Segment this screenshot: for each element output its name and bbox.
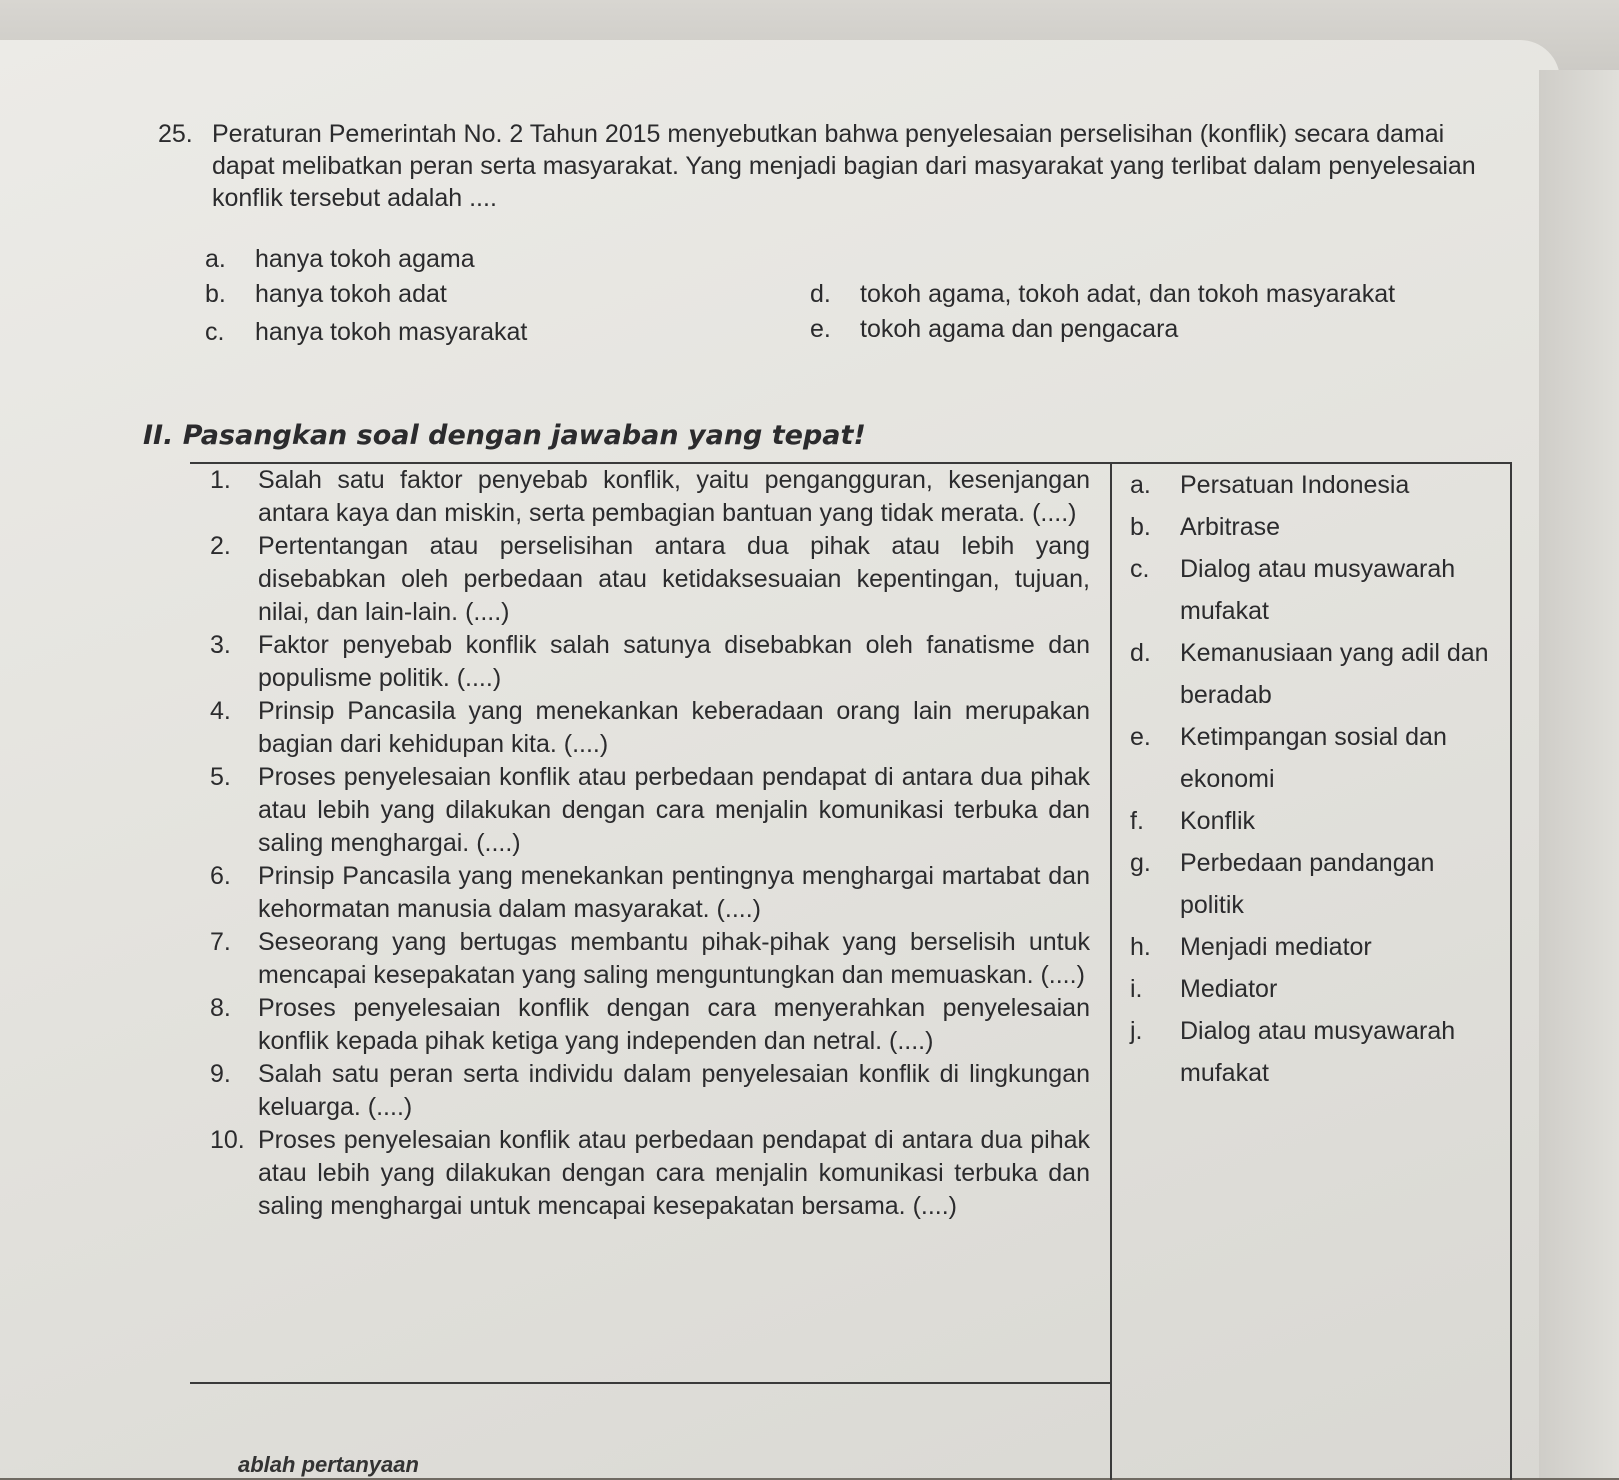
answer-item: [1130, 548, 1500, 632]
option-e: [810, 315, 1178, 344]
answer-item: [1130, 800, 1500, 842]
item-number: 4.: [210, 697, 231, 725]
option-a: [205, 245, 475, 274]
answer-item: [1130, 842, 1500, 926]
answer-item: [1130, 968, 1500, 1010]
item-text: Prinsip Pancasila yang menekankan keberadaan orang lain merupakan bagian dari kehidupan kita. (....): [258, 697, 1090, 758]
column-divider: [1110, 464, 1112, 1480]
item-number: 8.: [210, 994, 231, 1022]
answer-letter: e.: [1130, 723, 1151, 751]
item-text: Proses penyelesaian konflik dengan cara menyerahkan penyelesaian konflik kepada pihak ketiga yang independen dan netral. (....): [258, 994, 1090, 1055]
list-item: [210, 695, 1090, 761]
item-number: 3.: [210, 631, 231, 659]
answer-item: [1130, 506, 1500, 548]
answer-letter: h.: [1130, 933, 1151, 961]
answer-item: [1130, 1010, 1500, 1094]
answer-item: [1130, 464, 1500, 506]
option-letter: a.: [205, 245, 226, 273]
answer-text: Persatuan Indonesia: [1180, 471, 1410, 499]
item-text: Salah satu faktor penyebab konflik, yaitu pengangguran, kesenjangan antara kaya dan miskin, serta pembagian bantuan yang tidak merata. (....): [258, 466, 1090, 527]
answer-letter: g.: [1130, 849, 1151, 877]
item-number: 1.: [210, 466, 231, 494]
answer-text: Perbedaan pandangan politik: [1180, 849, 1435, 919]
list-item: [210, 1124, 1090, 1223]
answer-text: Dialog atau musyawarah mufakat: [1180, 555, 1456, 625]
option-letter: e.: [810, 315, 831, 343]
answer-item: [1130, 632, 1500, 716]
option-text: hanya tokoh adat: [255, 280, 447, 308]
answer-text: Ketimpangan sosial dan ekonomi: [1180, 723, 1447, 793]
item-text: Seseorang yang bertugas membantu pihak-pihak yang berselisih untuk mencapai kesepakatan yang saling menguntungkan dan memuaskan. (....): [258, 928, 1090, 989]
item-number: 2.: [210, 532, 231, 560]
answer-letter: d.: [1130, 639, 1151, 667]
item-number: 7.: [210, 928, 231, 956]
answer-letter: a.: [1130, 471, 1151, 499]
list-item: [210, 860, 1090, 926]
option-b: [205, 280, 447, 309]
option-letter: b.: [205, 280, 226, 308]
list-item: [210, 1058, 1090, 1124]
question-25-text: Peraturan Pemerintah No. 2 Tahun 2015 menyebutkan bahwa penyelesaian perselisihan (konflik) secara damai dapat melibatkan peran serta masyarakat. Yang menjadi bagian dari masyarakat yang terlibat dalam penyelesaian konflik tersebut adalah ....: [212, 120, 1476, 212]
answer-text: Konflik: [1180, 807, 1256, 835]
answer-list: [1130, 464, 1500, 1094]
question-25-number: 25.: [158, 120, 193, 148]
item-text: Salah satu peran serta individu dalam penyelesaian konflik di lingkungan keluarga. (....): [258, 1060, 1090, 1121]
option-text: tokoh agama dan pengacara: [860, 315, 1179, 343]
item-text: Prinsip Pancasila yang menekankan pentingnya menghargai martabat dan kehormatan manusia dalam masyarakat. (....): [258, 862, 1090, 923]
option-d: [810, 280, 1395, 309]
list-item: [210, 926, 1090, 992]
list-item: [210, 761, 1090, 860]
answer-letter: c.: [1130, 555, 1150, 583]
answer-letter: f.: [1130, 807, 1144, 835]
item-text: Pertentangan atau perselisihan antara dua pihak atau lebih yang disebabkan oleh perbedaan atau ketidaksesuaian kepentingan, tujuan, nilai, dan lain-lain. (....): [258, 532, 1090, 626]
table-bottom-line: [190, 1382, 1110, 1384]
matching-table: [190, 462, 1512, 1480]
item-number: 9.: [210, 1060, 231, 1088]
item-number: 6.: [210, 862, 231, 890]
answer-text: Mediator: [1180, 975, 1278, 1003]
answer-letter: j.: [1130, 1017, 1143, 1045]
answer-text: Dialog atau musyawarah mufakat: [1180, 1017, 1456, 1087]
answer-letter: i.: [1130, 975, 1143, 1003]
question-list: [210, 464, 1090, 1223]
answer-item: [1130, 716, 1500, 800]
item-text: Proses penyelesaian konflik atau perbedaan pendapat di antara dua pihak atau lebih yang dilakukan dengan cara menjalin komunikasi terbuka dan saling menghargai untuk mencapai kesepakatan bersama. (....): [258, 1126, 1090, 1220]
item-text: Proses penyelesaian konflik atau perbedaan pendapat di antara dua pihak atau lebih yang dilakukan dengan cara menjalin komunikasi terbuka dan saling menghargai. (....): [258, 763, 1090, 857]
option-c: [205, 318, 527, 347]
answer-text: Kemanusiaan yang adil dan beradab: [1180, 639, 1489, 709]
item-number: 5.: [210, 763, 231, 791]
option-text: hanya tokoh masyarakat: [255, 318, 528, 346]
answer-item: [1130, 926, 1500, 968]
footer-partial-text: ablah pertanyaan: [238, 1452, 419, 1477]
option-text: tokoh agama, tokoh adat, dan tokoh masyarakat: [860, 280, 1396, 308]
option-text: hanya tokoh agama: [255, 245, 475, 273]
answer-text: Menjadi mediator: [1180, 933, 1372, 961]
answer-letter: b.: [1130, 513, 1151, 541]
item-number: 10.: [210, 1126, 245, 1154]
list-item: [210, 530, 1090, 629]
list-item: [210, 629, 1090, 695]
list-item: [210, 992, 1090, 1058]
answer-text: Arbitrase: [1180, 513, 1281, 541]
section-title: II. Pasangkan soal dengan jawaban yang tepat!: [143, 420, 866, 451]
item-text: Faktor penyebab konflik salah satunya disebabkan oleh fanatisme dan populisme politik. (....): [258, 631, 1090, 692]
option-letter: d.: [810, 280, 831, 308]
list-item: [210, 464, 1090, 530]
option-letter: c.: [205, 318, 225, 346]
